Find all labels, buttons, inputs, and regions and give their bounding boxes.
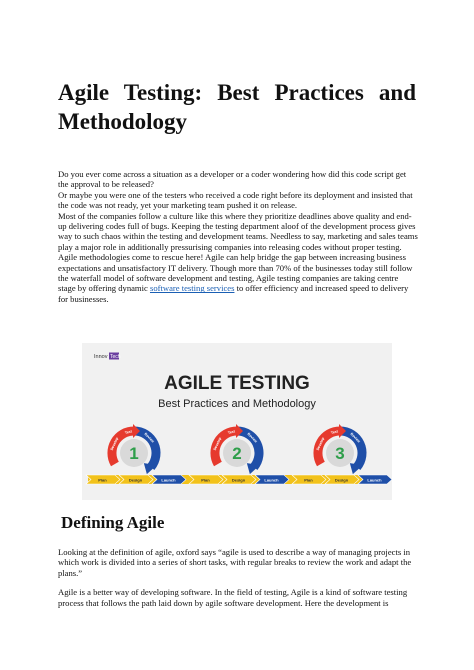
title-line-1: Agile Testing: Best Practices and bbox=[58, 80, 416, 105]
banner-heading: AGILE TESTING bbox=[164, 373, 310, 394]
process-label: Plan bbox=[98, 477, 107, 483]
cycle-arc-label: Review bbox=[349, 432, 361, 444]
process-label: Launch bbox=[161, 477, 176, 483]
logo-text-b: Tech bbox=[110, 354, 121, 360]
cycle-number: 2 bbox=[232, 444, 242, 463]
cycle-arc-label: Test bbox=[227, 429, 236, 436]
company-logo bbox=[94, 353, 121, 361]
intro-paragraph-with-link bbox=[58, 252, 418, 304]
section-body bbox=[58, 547, 420, 617]
agile-cycle bbox=[86, 424, 186, 484]
intro-body bbox=[58, 169, 418, 304]
cycle-number: 3 bbox=[335, 444, 345, 463]
cycle-arc-label: Test bbox=[124, 429, 133, 436]
cycle-arc-label: Develop bbox=[109, 436, 120, 452]
cycle-arc-label: Review bbox=[246, 432, 258, 444]
title-line-2: Methodology bbox=[58, 109, 188, 134]
process-label: Design bbox=[231, 477, 246, 483]
agile-cycle bbox=[189, 424, 289, 484]
process-label: Plan bbox=[304, 477, 313, 483]
software-testing-services-link[interactable]: software testing services bbox=[149, 283, 235, 294]
article-title bbox=[58, 78, 416, 136]
section-paragraph: Agile is a better way of developing software. In the field of testing, Agile is a kind of software testing process that follows the path laid down by agile software development. Here the development is bbox=[58, 587, 408, 608]
para-text: to offer efficiency and increased speed to delivery for businesses. bbox=[58, 283, 409, 304]
banner-graphic bbox=[82, 343, 392, 500]
agile-testing-banner bbox=[82, 343, 392, 500]
cycle-arc-label: Test bbox=[330, 429, 339, 436]
cycle-number: 1 bbox=[129, 444, 139, 463]
intro-paragraph: Or maybe you were one of the testers who received a code right before its deployment and insisted that the code was not ready, yet your marketing team pushed it on release. bbox=[58, 189, 413, 211]
process-label: Plan bbox=[201, 477, 210, 483]
intro-paragraph: Most of the companies follow a culture like this where they prioritize deadlines above quality and end-up delivering codes full of bugs. Keeping the testing department aloof of the development process gives way to such chaos within the testing and development teams. Needless to say, marketing and sales teams play a major role in additionally pressurising companies into releasing codes without proper testing. bbox=[58, 210, 418, 252]
process-label: Launch bbox=[264, 477, 279, 483]
cycle-arc-label: Develop bbox=[212, 436, 223, 452]
process-label: Design bbox=[128, 477, 143, 483]
agile-cycle bbox=[292, 424, 392, 484]
intro-paragraph: Do you ever come across a situation as a developer or a coder wondering how did this code script get the approval to be released? bbox=[58, 169, 407, 190]
para-text: Agile methodologies come to rescue here! Agile can help bridge the gap between increasing business expectations and unsatisfactory IT delivery. Though more than 70% of the businesses today still follow the waterfall model of software development and testing, Agile testing companies are taking centre stage by offering dynamic bbox=[58, 252, 413, 294]
process-label: Launch bbox=[367, 477, 382, 483]
logo-text-a: Innov bbox=[94, 354, 108, 360]
process-label: Design bbox=[334, 477, 349, 483]
cycle-arc-label: Review bbox=[143, 432, 155, 444]
banner-subheading: Best Practices and Methodology bbox=[158, 398, 316, 410]
section-heading: Defining Agile bbox=[61, 513, 165, 532]
section-paragraph: Looking at the definition of agile, oxford says “agile is used to describe a way of managing projects in which work is divided into a series of short tasks, with regular breaks to review the work and adapt the plans.” bbox=[58, 547, 412, 578]
cycle-arc-label: Develop bbox=[315, 436, 326, 452]
